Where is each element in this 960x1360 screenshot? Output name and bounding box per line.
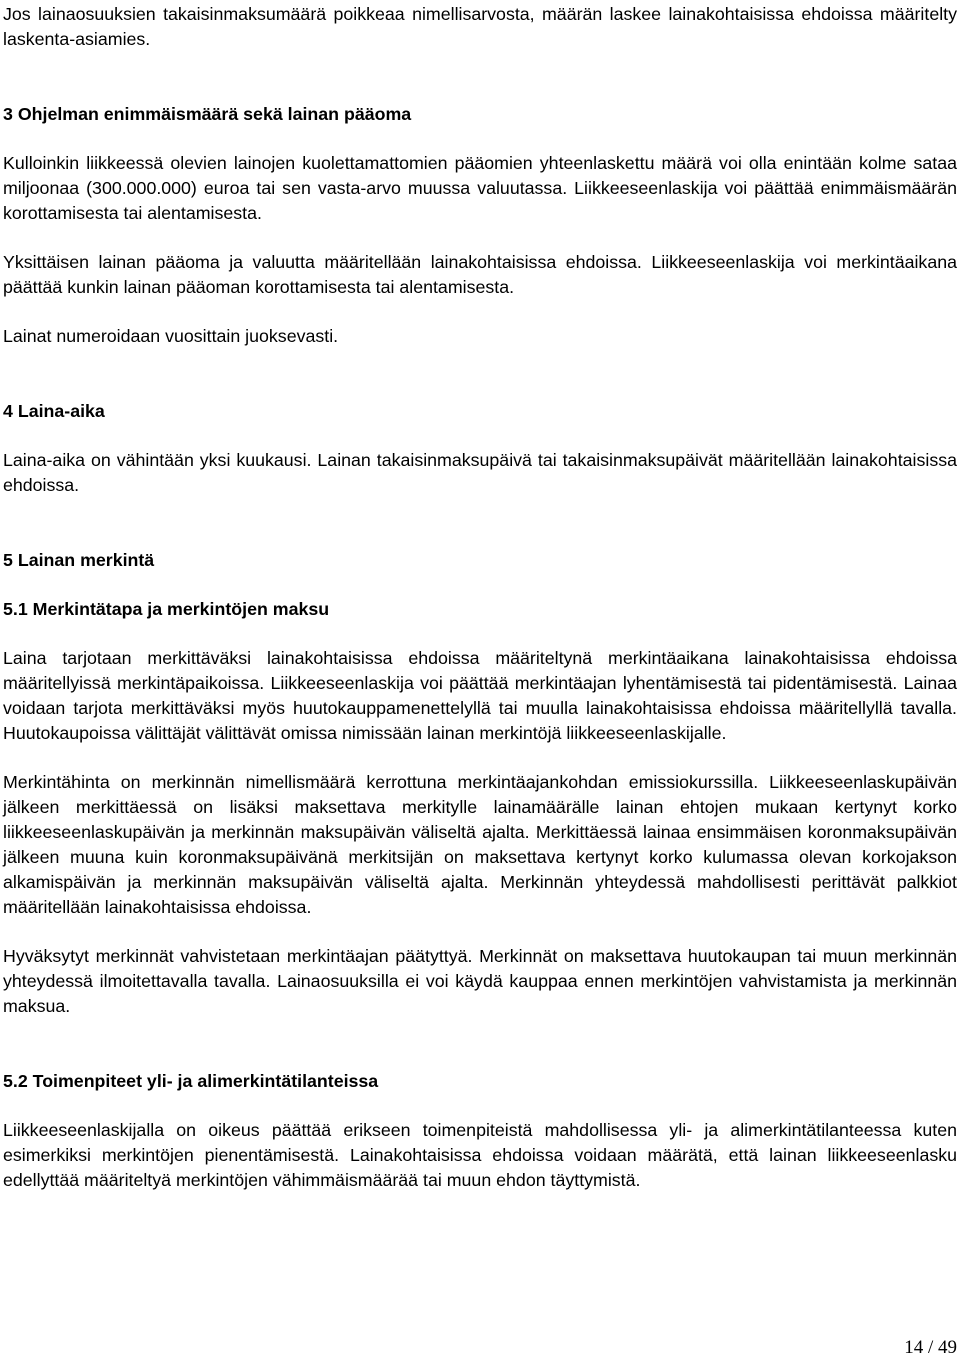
section-5-2-paragraph-1: Liikkeeseenlaskijalla on oikeus päättää erikseen toimenpiteistä mahdollisessa yli- ja alimerkintätilanteessa kuten esimerkiksi merkintöjen pienentämisestä. Lainakohtaisissa ehdoissa voidaan määrätä, että lainan liikkeeseenlasku edellyttää määriteltyä merkintöjen vähimmäismäärää tai muun ehdon täyttymistä.	[3, 1120, 957, 1190]
section-3-paragraph-1: Kulloinkin liikkeessä olevien lainojen kuolettamattomien pääomien yhteenlaskettu määrä voi olla enintään kolme sataa miljoonaa (300.000.000) euroa tai sen vasta-arvo muussa valuutassa. Liikkeeseenlaskija voi päättää enimmäismäärän korottamisesta tai alentamisesta.	[3, 153, 957, 223]
section-3-paragraph-3: Lainat numeroidaan vuosittain juoksevasti.	[3, 326, 339, 346]
page-number: 14 / 49	[904, 1337, 957, 1358]
intro-paragraph: Jos lainaosuuksien takaisinmaksumäärä poikkeaa nimellisarvosta, määrän laskee lainakohtaisissa ehdoissa määritelty laskenta-asiamies.	[3, 4, 957, 49]
section-4-paragraph-1: Laina-aika on vähintään yksi kuukausi. Lainan takaisinmaksupäivä tai takaisinmaksupäivät määritellään lainakohtaisissa ehdoissa.	[3, 450, 957, 495]
section-5-1-paragraph-2: Merkintähinta on merkinnän nimellismäärä kerrottuna merkintäajankohdan emissiokurssilla. Liikkeeseenlaskupäivän jälkeen merkittäessä on lisäksi maksettava merkitylle lainamäärälle lainan ehtojen mukaan kertynyt korko liikkeeseenlaskupäivän ja merkinnän maksupäivän väliseltä ajalta. Merkittäessä lainaa ensimmäisen koronmaksupäivän jälkeen muuna kuin koronmaksupäivänä merkitsijän on maksettava kertynyt korko kulumassa olevan korkojakson alkamispäivän ja merkinnän maksupäivän väliseltä ajalta. Merkinnän yhteydessä mahdollisesti perittävät palkkiot määritellään lainakohtaisissa ehdoissa.	[3, 772, 957, 917]
document-page	[3, 0, 957, 1193]
section-5-1-paragraph-3: Hyväksytyt merkinnät vahvistetaan merkintäajan päätyttyä. Merkinnät on maksettava huutokaupan tai muun merkinnän yhteydessä ilmoitettavalla tavalla. Lainaosuuksilla ei voi käydä kauppaa ennen merkintöjen vahvistamista ja merkinnän maksua.	[3, 946, 957, 1016]
section-3-heading: 3 Ohjelman enimmäismäärä sekä lainan pääoma	[3, 104, 412, 124]
section-4-heading: 4 Laina-aika	[3, 401, 105, 421]
section-5-1-paragraph-1: Laina tarjotaan merkittäväksi lainakohtaisissa ehdoissa määriteltynä merkintäaikana lainakohtaisissa ehdoissa määritellyissä merkintäpaikoissa. Liikkeeseenlaskija voi päättää merkintäajan lyhentämisestä tai pidentämisestä. Lainaa voidaan tarjota merkittäväksi myös huutokauppamenettelyllä tai muulla lainakohtaisissa ehdoissa määritellyllä tavalla. Huutokaupoissa välittäjät välittävät omissa nimissään lainan merkintöjä liikkeeseenlaskijalle.	[3, 648, 957, 743]
section-3-paragraph-2: Yksittäisen lainan pääoma ja valuutta määritellään lainakohtaisissa ehdoissa. Liikkeeseenlaskija voi merkintäaikana päättää kunkin lainan pääoman korottamisesta tai alentamisesta.	[3, 252, 957, 297]
section-5-heading: 5 Lainan merkintä	[3, 550, 155, 570]
section-5-2-heading: 5.2 Toimenpiteet yli- ja alimerkintätilanteissa	[3, 1071, 379, 1091]
section-5-1-heading: 5.1 Merkintätapa ja merkintöjen maksu	[3, 599, 330, 619]
